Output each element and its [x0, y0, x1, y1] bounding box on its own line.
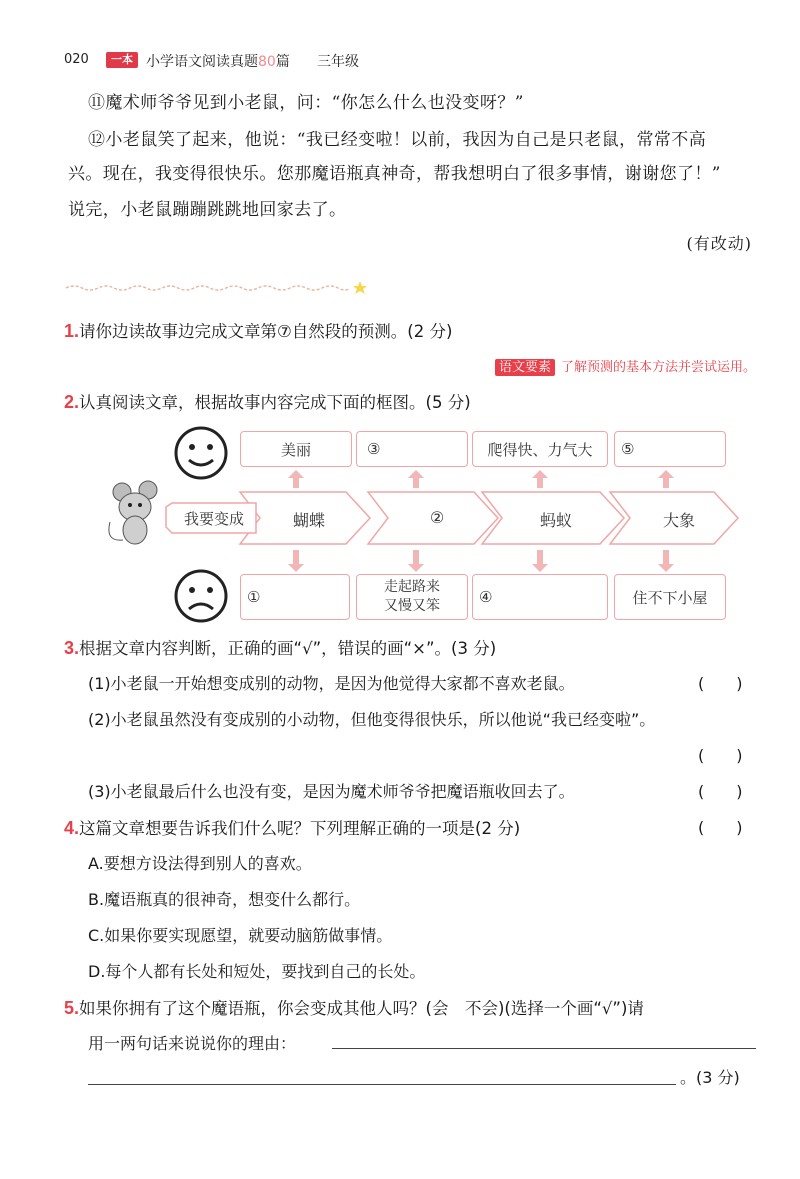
bottom-box-1[interactable]	[240, 574, 350, 620]
happy-face-icon	[176, 428, 226, 478]
question-5-score: 。(3 分)	[680, 1068, 740, 1087]
sad-face-icon	[176, 571, 226, 621]
bottom-box-1-text: ①	[247, 588, 261, 606]
question-text: 如果你拥有了这个魔语瓶，你会变成其他人吗？(会 不会)(选择一个画“√”)请	[79, 999, 644, 1018]
middle-label-4: 大象	[662, 511, 695, 530]
start-label: 我要变成	[183, 510, 244, 528]
answer-line-2[interactable]	[88, 1084, 676, 1085]
question-text: 认真阅读文章，根据故事内容完成下面的框图。(5 分)	[79, 393, 471, 412]
answer-line-1[interactable]	[332, 1048, 756, 1049]
arrow-up-4	[658, 470, 674, 488]
question-number: 3.	[64, 638, 80, 658]
question-number: 4.	[64, 818, 80, 838]
option-d: D.每个人都有长处和短处，要找到自己的长处。	[88, 962, 426, 981]
question-1	[64, 318, 452, 345]
arrow-up-2	[408, 470, 424, 488]
answer-paren-3[interactable]: ( )	[698, 782, 743, 801]
skill-text: 了解预测的基本方法并尝试运用。	[560, 360, 756, 375]
judge-item-2: (2)小老鼠虽然没有变成别的小动物，但他变得很快乐，所以他说“我已经变啦”。	[88, 710, 656, 729]
top-box-2[interactable]	[356, 431, 468, 467]
option-b: B.魔语瓶真的很神奇，想变什么都行。	[88, 890, 361, 909]
bottom-box-3-text: ④	[479, 588, 493, 606]
question-5-line2: 用一两句话来说说你的理由：	[88, 1034, 297, 1053]
option-a: A.要想方设法得到别人的喜欢。	[88, 854, 312, 873]
book-title-suffix: 篇	[275, 54, 290, 70]
top-box-1-text: 美丽	[280, 440, 311, 459]
decorative-divider	[64, 278, 374, 298]
judge-item-1: (1)小老鼠一开始想变成别的动物，是因为他觉得大家都不喜欢老鼠。	[88, 674, 575, 693]
paragraph-11: ⑪魔术师爷爷见到小老鼠，问：“你怎么什么也没变呀？”	[88, 93, 524, 113]
book-title-number: 80	[258, 54, 276, 70]
bottom-box-2-text: 走起路来 又慢又笨	[384, 579, 440, 614]
middle-label-3: 蚂蚁	[539, 511, 572, 530]
bottom-box-2	[356, 574, 468, 620]
question-4	[64, 815, 520, 842]
question-3	[64, 635, 496, 662]
top-box-1	[240, 431, 352, 467]
question-text: 根据文章内容判断，正确的画“√”，错误的画“×”。(3 分)	[79, 639, 497, 658]
star-icon	[353, 281, 367, 294]
paragraph-12-line1: ⑫小老鼠笑了起来，他说：“我已经变啦！以前，我因为自己是只老鼠，常常不高	[88, 130, 707, 150]
arrow-down-4	[658, 550, 674, 572]
top-box-4[interactable]	[614, 431, 726, 467]
grade-label: 三年级	[317, 54, 359, 70]
skill-tag	[495, 356, 756, 375]
paragraph-12-line3: 说完，小老鼠蹦蹦跳跳地回家去了。	[68, 200, 347, 220]
question-number: 1.	[64, 321, 80, 341]
arrow-down-2	[408, 550, 424, 572]
top-box-3-text: 爬得快、力气大	[487, 440, 593, 459]
answer-paren-1[interactable]: ( )	[698, 674, 743, 693]
book-title-prefix: 小学语文阅读真题	[146, 54, 258, 70]
brand-logo: 一本	[106, 52, 138, 68]
middle-label-1: 蝴蝶	[292, 511, 325, 530]
middle-label-2: ②	[429, 508, 445, 527]
arrow-up-1	[288, 470, 304, 488]
bottom-box-4	[614, 574, 726, 620]
option-c: C.如果你要实现愿望，就要动脑筋做事情。	[88, 926, 393, 945]
story-diagram	[100, 422, 740, 628]
arrow-up-3	[532, 470, 548, 488]
book-title	[146, 51, 290, 71]
page-number: 020	[64, 52, 89, 67]
mouse-icon	[109, 481, 157, 544]
question-number: 2.	[64, 392, 80, 412]
bottom-box-4-text: 住不下小屋	[632, 588, 708, 607]
answer-paren-2[interactable]: ( )	[698, 746, 743, 765]
top-box-3	[472, 431, 608, 467]
judge-item-3: (3)小老鼠最后什么也没有变，是因为魔术师爷爷把魔语瓶收回去了。	[88, 782, 575, 801]
arrow-down-1	[288, 550, 304, 572]
top-box-2-text: ③	[367, 440, 381, 458]
question-5	[64, 995, 644, 1022]
skill-badge: 语文要素	[495, 359, 555, 376]
arrow-down-3	[532, 550, 548, 572]
question-text: 这篇文章想要告诉我们什么呢？下列理解正确的一项是(2 分)	[79, 819, 521, 838]
question-2	[64, 389, 471, 416]
paragraph-12-line2: 兴。现在，我变得很快乐。您那魔语瓶真神奇，帮我想明白了很多事情，谢谢您了！”	[68, 164, 721, 184]
question-number: 5.	[64, 998, 80, 1018]
question-text: 请你边读故事边完成文章第⑦自然段的预测。(2 分)	[79, 322, 453, 341]
adaptation-note: (有改动)	[686, 234, 752, 253]
top-box-4-text: ⑤	[621, 440, 635, 458]
answer-paren-4[interactable]: ( )	[698, 818, 743, 837]
bottom-box-3[interactable]	[472, 574, 608, 620]
